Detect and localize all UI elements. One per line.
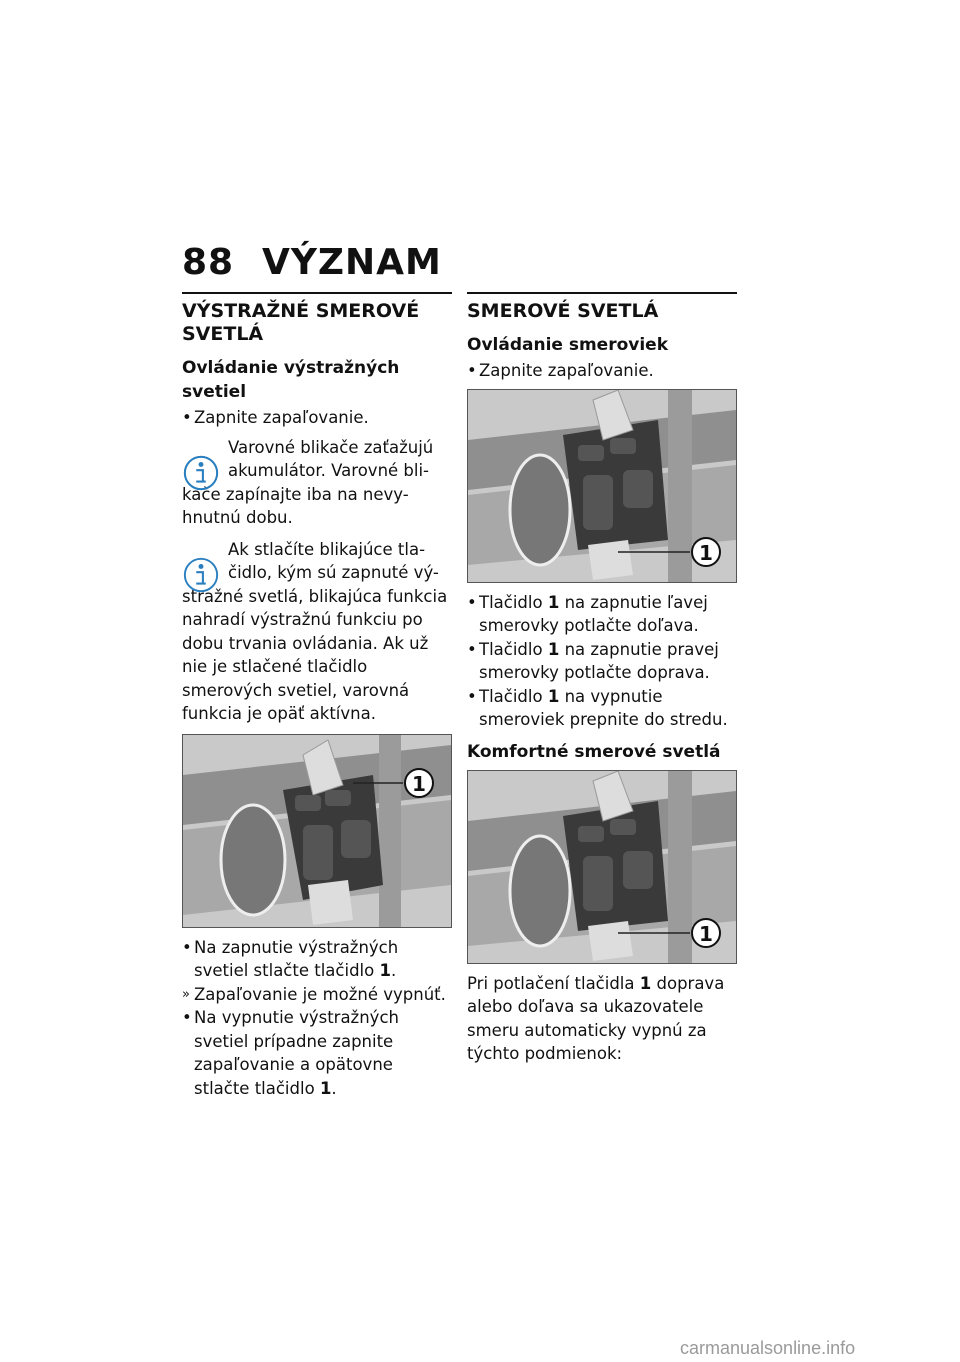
- handlebar-switch-figure-turn: [467, 389, 737, 583]
- comfort-signal-paragraph: Pri potlačení tlačidla 1 doprava alebo doľava sa ukazovatele smeru automaticky vypnú za týchto podmienok:: [467, 973, 725, 1063]
- left-column: [182, 292, 452, 1100]
- info-note-battery: Varovné blikače zaťažujú akumulátor. Varovné bli- kače zapínajte iba na nevy-hnutnú dobu.: [182, 437, 434, 527]
- bullet-hazard-on: • Na zapnutie výstražných svetiel stlačte tlačidlo 1.: [182, 936, 452, 983]
- section-rule: [467, 292, 737, 294]
- page-header: [182, 242, 442, 283]
- bullet-signal-off: • Tlačidlo 1 na vypnutie smeroviek prepnite do stredu.: [467, 685, 737, 732]
- right-column: [467, 292, 737, 1066]
- handlebar-switch-figure-comfort: [467, 770, 737, 964]
- info-icon: [182, 556, 220, 594]
- section-title-hazard: VÝSTRAŽNÉ SMEROVÉ SVETLÁ: [182, 300, 420, 345]
- section-rule: [182, 292, 452, 294]
- section-title-turn-signals: SMEROVÉ SVETLÁ: [467, 300, 659, 322]
- subheading-hazard-control: Ovládanie výstražných svetiel: [182, 358, 400, 402]
- chapter-title: VÝZNAM: [262, 242, 442, 283]
- bullet-hazard-off: • Na vypnutie výstražných svetiel prípadne zapnite zapaľovanie a opätovne stlačte tlačidlo 1.: [182, 1006, 452, 1100]
- info-icon: [182, 454, 220, 492]
- bullet-ignition-on: • Zapnite zapaľovanie.: [467, 359, 737, 383]
- page-number: 88: [182, 242, 235, 283]
- bullet-right-signal: • Tlačidlo 1 na zapnutie pravej smerovky potlačte doprava.: [467, 638, 737, 685]
- bullet-ignition-on: • Zapnite zapaľovanie.: [182, 406, 452, 430]
- subheading-turn-control: Ovládanie smeroviek: [467, 335, 669, 355]
- callout-number: 1: [412, 771, 426, 796]
- result-ignition-off: » Zapaľovanie je možné vypnúť.: [182, 983, 452, 1007]
- callout-number: 1: [699, 540, 713, 565]
- callout-number: 1: [699, 921, 713, 946]
- bullet-left-signal: • Tlačidlo 1 na zapnutie ľavej smerovky potlačte doľava.: [467, 591, 737, 638]
- info-note-turn-signal: Ak stlačíte blikajúce tla- čidlo, kým sú zapnuté vý- stražné svetlá, blikajúca funkcia nahradí výstražnú funkciu po dobu trvania ovládania. Ak už nie je stlačené tlačidlo smerových svetiel, varovná funkcia je opäť aktívna.: [182, 539, 448, 723]
- subheading-comfort-signals: Komfortné smerové svetlá: [467, 741, 721, 762]
- watermark: carmanualsonline.info: [680, 1338, 856, 1358]
- handlebar-switch-figure-hazard: [182, 734, 452, 928]
